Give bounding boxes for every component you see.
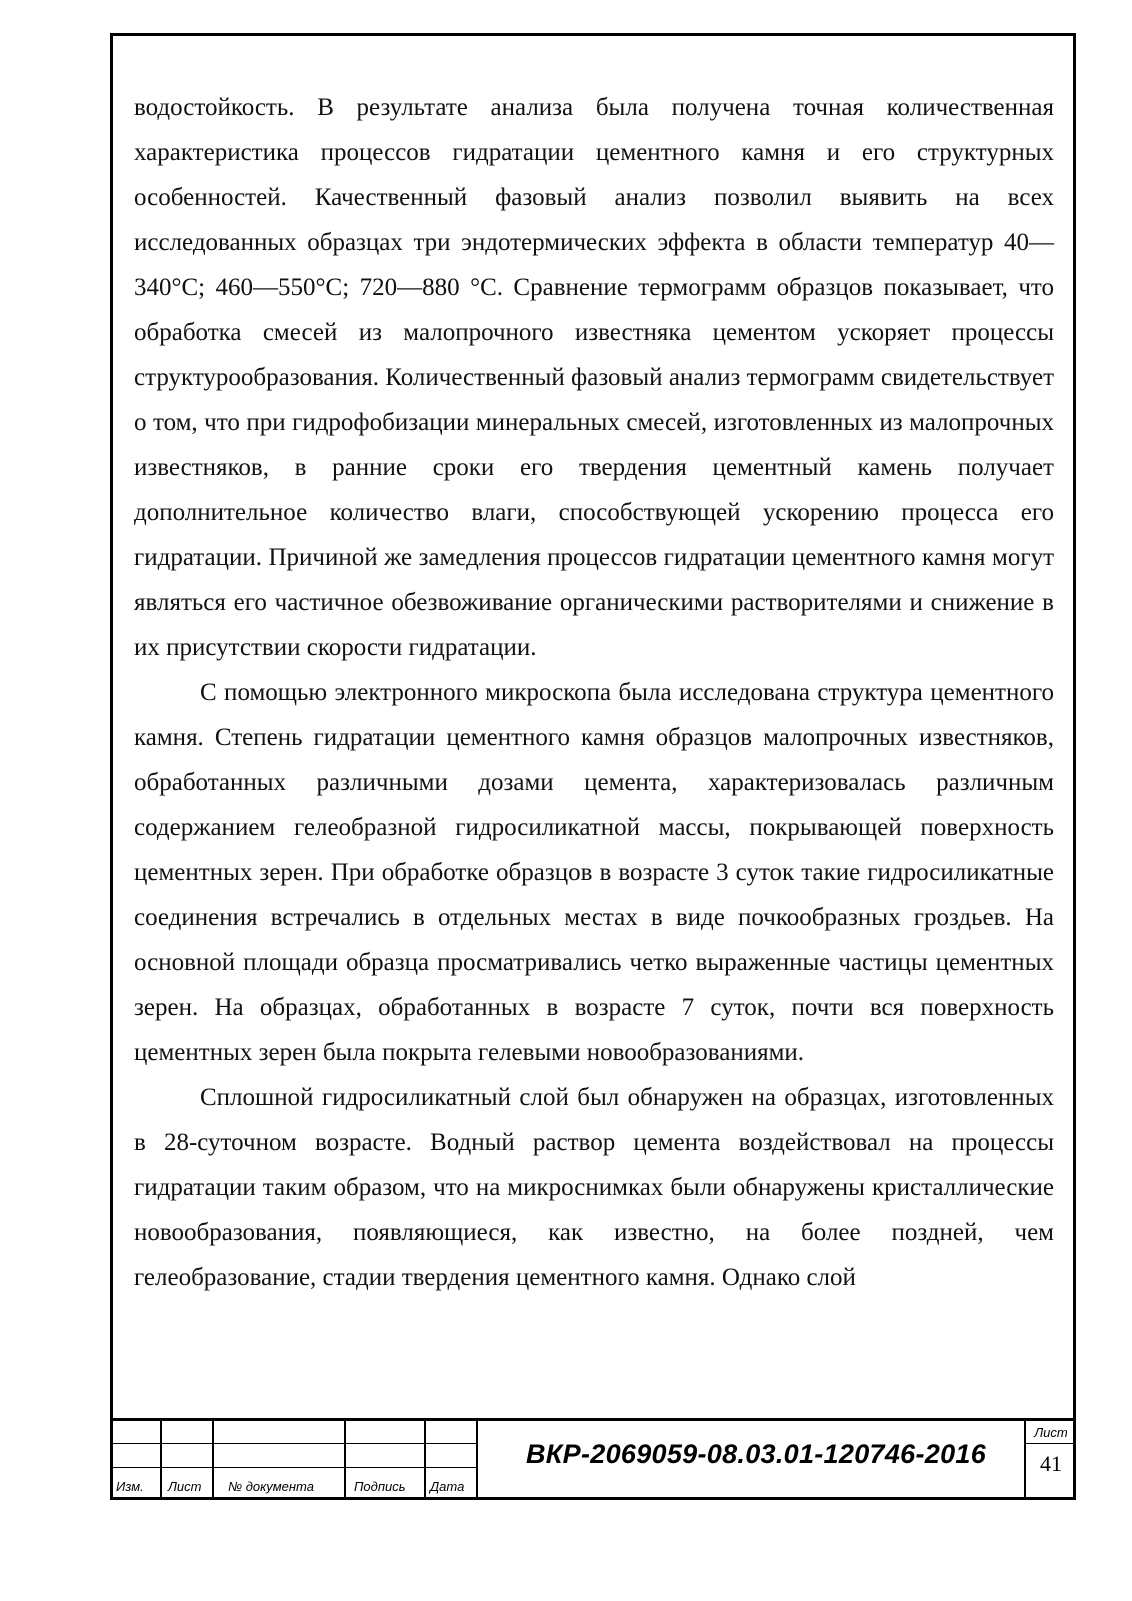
sheet-number: 41 — [1040, 1451, 1062, 1476]
title-block — [110, 1418, 1076, 1500]
document-body — [134, 85, 1054, 1300]
label-doc-number: № документа — [228, 1479, 314, 1494]
label-izm: Изм. — [116, 1479, 144, 1494]
sheet-label: Лист — [1034, 1425, 1068, 1440]
sheet-row-line — [1026, 1443, 1076, 1444]
label-list: Лист — [168, 1479, 202, 1494]
label-signature: Подпись — [354, 1479, 406, 1494]
document-code: ВКР-2069059-08.03.01-120746-2016 — [525, 1439, 987, 1469]
paragraph-2: С помощью электронного микроскопа была исследована структура цементного камня. Степень гидратации цементного камня образцов малопрочных известняков, обработанных различными дозами цемента, характеризовалась различным содержанием гелеобразной гидросиликатной массы, покрывающей поверхность цементных зерен. При обработке образцов в возрасте 3 суток такие гидросиликатные соединения встречались в отдельных местах в виде почкообразных гроздьев. На основной площади образца просматривались четко выраженные частицы цементных зерен. На образцах, обработанных в возрасте 7 суток, почти вся поверхность цементных зерен была покрыта гелевыми новообразованиями. — [134, 679, 1054, 1066]
paragraph-3: Сплошной гидросиликатный слой был обнаружен на образцах, изготовленных в 28-суточном возрасте. Водный раствор цемента воздействовал на процессы гидратации таким образом, что на микроснимках были обнаружены кристаллические новообразования, появляющиеся, как известно, на более поздней, чем гелеобразование, стадии твердения цементного камня. Однако слой — [134, 1084, 1054, 1291]
paragraph-1: водостойкость. В результате анализа была получена точная количественная характеристика процессов гидратации цементного камня и его структурных особенностей. Качественный фазовый анализ позволил выявить на всех исследованных образцах три эндотермических эффекта в области температур 40—340°С; 460—550°С; 720—880 °С. Сравнение термограмм образцов показывает, что обработка смесей из малопрочного известняка цементом ускоряет процессы структурообразования. Количественный фазовый анализ термограмм свидетельствует о том, что при гидрофобизации минеральных смесей, изготовленных из малопрочных известняков, в ранние сроки его твердения цементный камень получает дополнительное количество влаги, способствующей ускорению процесса его гидратации. Причиной же замедления процессов гидратации цементного камня могут являться его частичное обезвоживание органическими растворителями и снижение в их присутствии скорости гидратации. — [134, 94, 1054, 661]
label-date: Дата — [430, 1479, 465, 1494]
